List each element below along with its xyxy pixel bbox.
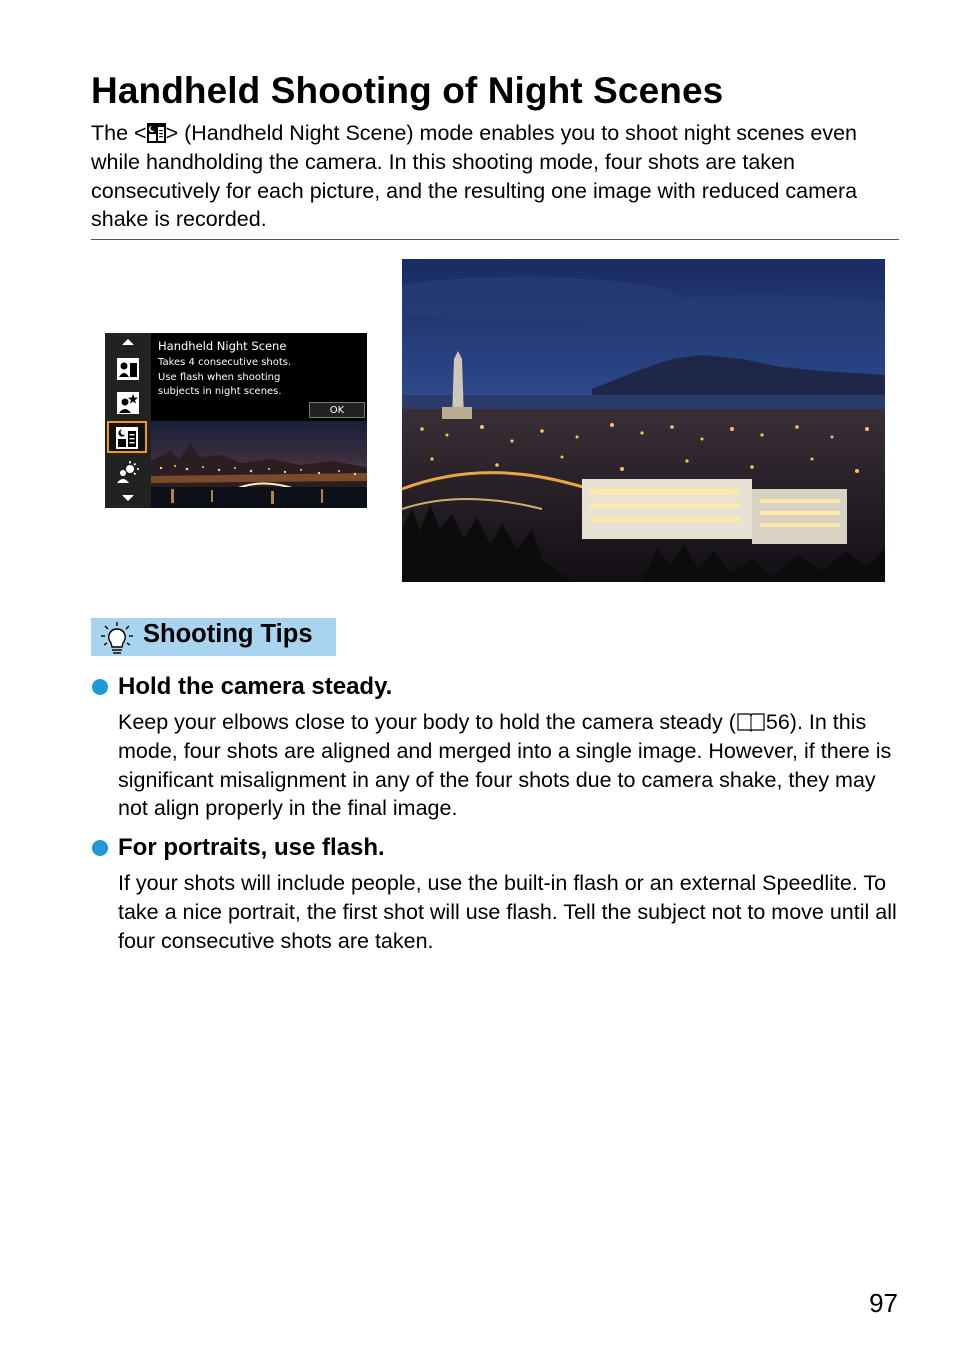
page-number: 97 [869, 1288, 898, 1318]
tip-heading: For portraits, use flash. [118, 834, 385, 861]
section-divider [91, 239, 899, 240]
scroll-up-arrow-icon[interactable] [121, 338, 135, 346]
lightbulb-icon [99, 621, 135, 655]
night-portrait-mode-icon[interactable] [116, 391, 140, 415]
camera-lcd-screen [105, 333, 367, 508]
lcd-ok-button[interactable]: OK [309, 402, 365, 418]
bullet-icon [92, 679, 108, 695]
lcd-mode-description [158, 356, 291, 400]
tip-heading: Hold the camera steady. [118, 673, 393, 700]
tip-body-text: Keep your elbows close to your body to hold the camera steady ( [118, 710, 736, 734]
lcd-description-line: subjects in night scenes. [158, 386, 282, 398]
night-city-photo [402, 259, 885, 582]
scroll-down-arrow-icon[interactable] [121, 494, 135, 502]
intro-text-start: The < [91, 121, 147, 145]
lcd-mode-strip [105, 333, 151, 508]
shooting-tips-title: Shooting Tips [143, 620, 313, 648]
lcd-description-line: Use flash when shooting [158, 371, 281, 383]
intro-paragraph [91, 119, 906, 234]
bullet-icon [92, 840, 108, 856]
book-reference-icon [736, 712, 766, 732]
lcd-mode-title: Handheld Night Scene [158, 339, 287, 353]
tip-body: If your shots will include people, use the built-in flash or an external Speedlite. To take a nice portrait, the first shot will use flash. Tell the subject not to move until all four consecutive shots are taken. [118, 871, 897, 953]
handheld-night-scene-icon [147, 123, 166, 143]
page-title: Handheld Shooting of Night Scenes [91, 70, 724, 111]
lcd-description-line: Takes 4 consecutive shots. [158, 357, 292, 368]
page-reference[interactable]: 56 [765, 710, 790, 734]
tip-body [118, 708, 908, 823]
shooting-tips-header [91, 618, 336, 656]
hdr-backlight-mode-icon[interactable] [116, 460, 140, 484]
intro-text-end: > (Handheld Night Scene) mode enables you to shoot night scenes even while handholding the camera. In this shooting mode, four shots are taken consecutively for each picture, and the resulting one image with reduced camera shake is recorded. [91, 121, 858, 232]
lcd-night-scene-preview [151, 421, 367, 508]
portrait-mode-icon[interactable] [116, 357, 140, 381]
lcd-selected-mode[interactable] [107, 421, 147, 453]
tip-body-text: ). In this mode, four shots are aligned and merged into a single image. However, if there is significant misalignment in any of the four shots due to camera shake, they may not align properly in the final image. [118, 710, 892, 821]
handheld-night-scene-mode-icon [115, 426, 139, 450]
